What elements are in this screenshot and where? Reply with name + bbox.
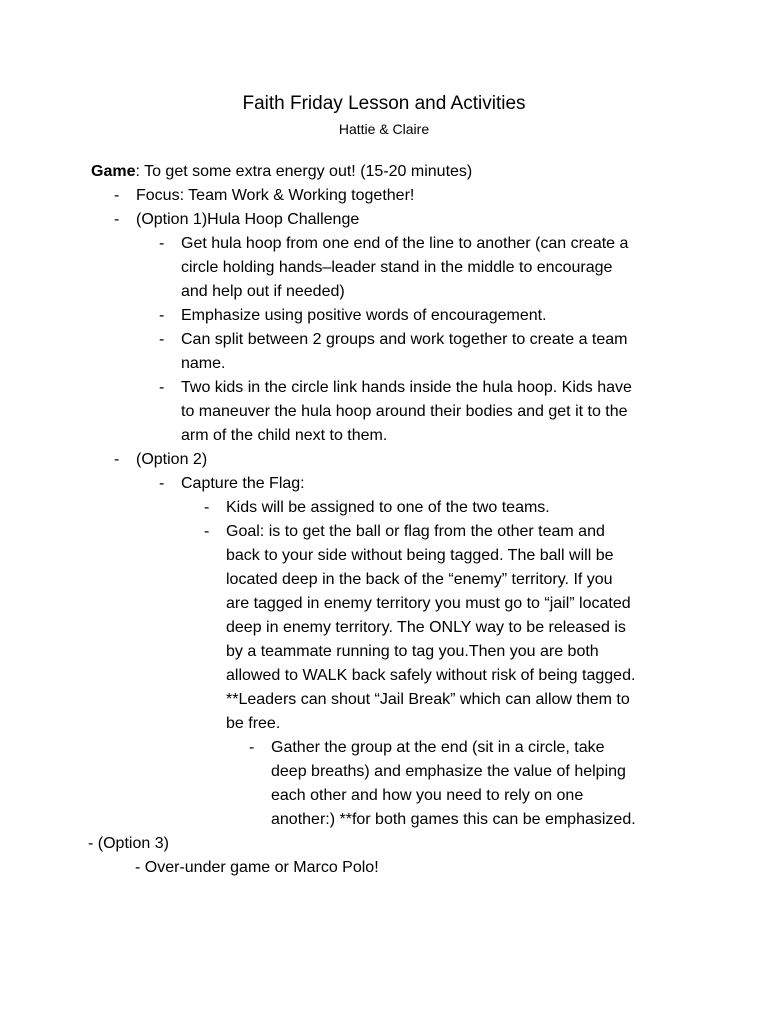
focus-item: Focus: Team Work & Working together!	[136, 187, 415, 204]
option2-sub-item-line: by a teammate running to tag you.Then you are both	[226, 643, 599, 660]
option1-item-line: circle holding hands–leader stand in the middle to encourage	[181, 259, 613, 276]
document-authors: Hattie & Claire	[338, 121, 430, 137]
wrap-up-line: deep breaths) and emphasize the value of helping	[271, 763, 626, 780]
option2-heading: (Option 2)	[136, 451, 208, 468]
option1-item-line: Emphasize using positive words of encouragement.	[181, 307, 547, 324]
bullet-dash: -	[204, 523, 210, 540]
bullet-dash: -	[114, 451, 120, 468]
option3-item: - Over-under game or Marco Polo!	[135, 859, 379, 876]
game-heading	[91, 162, 472, 182]
option2-sub-item-line: be free.	[226, 715, 281, 732]
option2-sub-item-line: are tagged in enemy territory you must go to “jail” located	[226, 595, 631, 612]
bullet-dash: -	[159, 475, 165, 492]
option2-sub-item-line: back to your side without being tagged. The ball will be	[226, 547, 614, 564]
bullet-dash: -	[114, 187, 120, 204]
bullet-dash: -	[159, 331, 165, 348]
option1-item-line: and help out if needed)	[181, 283, 345, 300]
option1-heading: (Option 1)Hula Hoop Challenge	[136, 211, 360, 228]
capture-the-flag-heading: Capture the Flag:	[181, 475, 305, 492]
wrap-up-line: each other and how you need to rely on one	[271, 787, 584, 804]
wrap-up-line: another:) **for both games this can be emphasized.	[271, 811, 636, 828]
option1-item-line: to maneuver the hula hoop around their bodies and get it to the	[181, 403, 628, 420]
document-title: Faith Friday Lesson and Activities	[242, 93, 526, 114]
option1-item-line: arm of the child next to them.	[181, 427, 388, 444]
option1-item-line: name.	[181, 355, 226, 372]
game-description: : To get some extra energy out! (15-20 minutes)	[135, 163, 473, 180]
bullet-dash: -	[159, 235, 165, 252]
option1-item-line: Can split between 2 groups and work together to create a team	[181, 331, 628, 348]
option2-sub-item-line: allowed to WALK back safely without risk of being tagged.	[226, 667, 636, 684]
option3-heading: - (Option 3)	[88, 835, 169, 852]
bullet-dash: -	[159, 379, 165, 396]
option2-sub-item-line: **Leaders can shout “Jail Break” which can allow them to	[226, 691, 630, 708]
option2-sub-item-line: located deep in the back of the “enemy” territory. If you	[226, 571, 613, 588]
bullet-dash: -	[204, 499, 210, 516]
bullet-dash: -	[249, 739, 255, 756]
game-label: Game	[91, 163, 136, 180]
wrap-up-line: Gather the group at the end (sit in a circle, take	[271, 739, 605, 756]
option1-item-line: Two kids in the circle link hands inside the hula hoop. Kids have	[181, 379, 632, 396]
option1-item-line: Get hula hoop from one end of the line to another (can create a	[181, 235, 629, 252]
option2-sub-item-line: Kids will be assigned to one of the two teams.	[226, 499, 550, 516]
bullet-dash: -	[114, 211, 120, 228]
option2-sub-item-line: deep in enemy territory. The ONLY way to be released is	[226, 619, 626, 636]
bullet-dash: -	[159, 307, 165, 324]
option2-sub-item-line: Goal: is to get the ball or flag from the other team and	[226, 523, 605, 540]
